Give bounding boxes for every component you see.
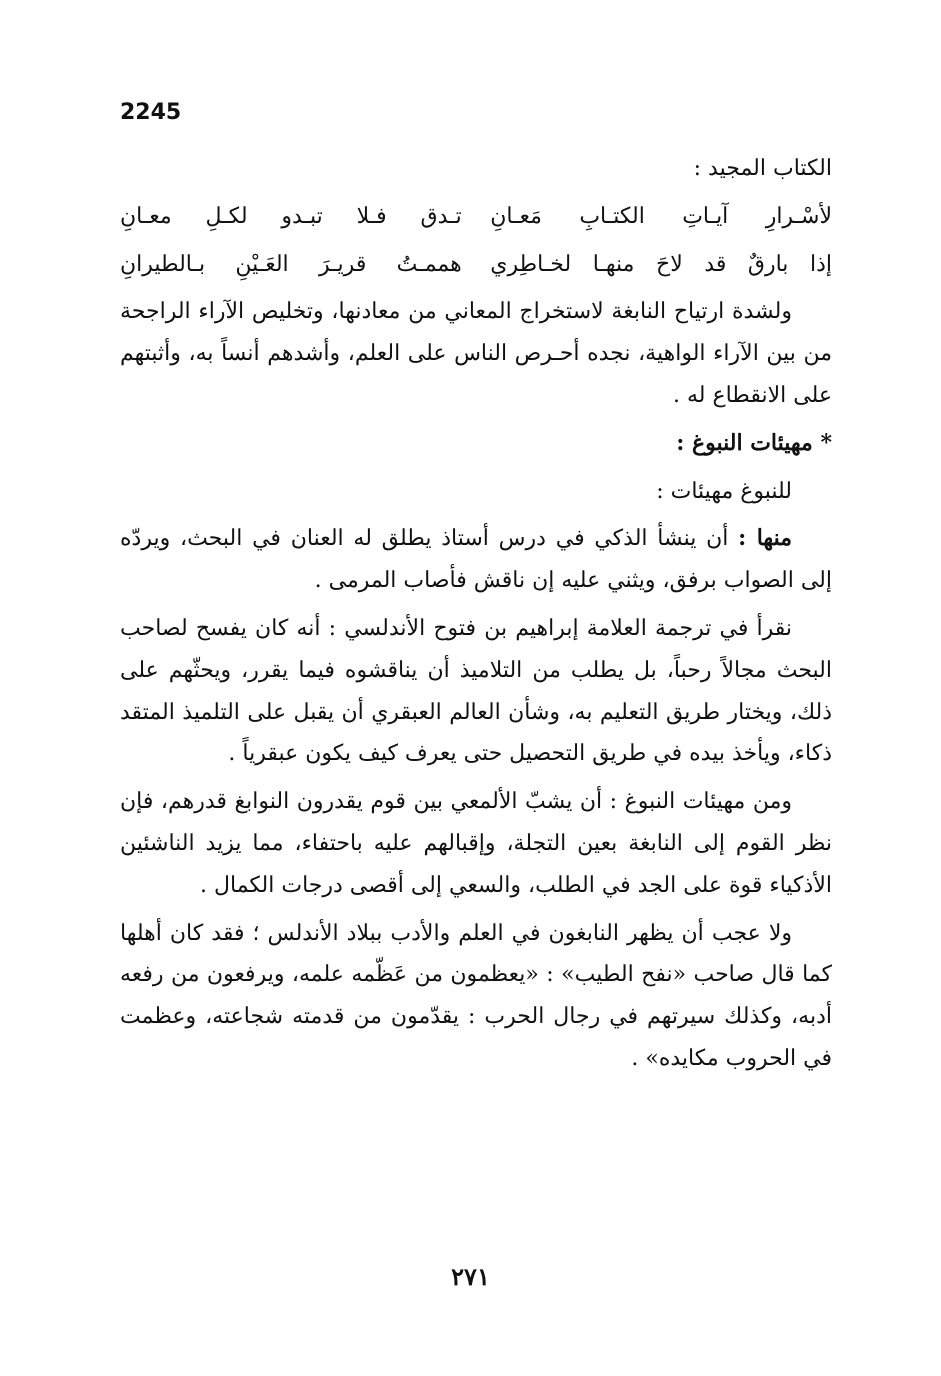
verse-2-second-hemistich: هممـتُ قريـرَ العَـيْنِ بـالطيرانِ [120,251,462,277]
paragraph-6: ولا عجب أن يظهر النابغون في العلم والأدب ببلاد الأندلس ؛ فقد كان أهلها كما قال صاحب «نفح الطيب» : «يعظمون من عَظّمه علمه، ويرفعون من رفعه أدبه، وكذلك سيرتهم في رجال الحرب : يقدّمون من قدمته شجاعته، وعظمت في الحروب مكايده» . [120,920,832,1071]
paragraph-4: نقرأ في ترجمة العلامة إبراهيم بن فتوح الأندلسي : أنه كان يفسح لصاحب البحث مجالاً رحباً، بل يطلب من التلاميذ أن يناقشوه فيما يقرر، ويحثّهم على ذلك، ويختار طريق التعليم به، وشأن العالم العبقري أن يقبل على التلميذ المتقد ذكاء، ويأخذ بيده في طريق التحصيل حتى يعرف كيف يكون عبقرياً . [120,615,832,767]
verse-1-first-hemistich: لأسْـرارِ آيـاتِ الكتـابِ مَعـانِ [490,203,832,229]
verse-1-second-hemistich: تـدق فـلا تبـدو لكـلِ معـانِ [120,203,462,229]
paragraph-3-label: منها : [738,525,792,552]
paragraph-3-text: أن ينشأ الذكي في درس أستاذ يطلق له العنان في البحث، ويردّه إلى الصواب برفق، ويثني عليه إن ناقش فأصاب المرمى . [120,526,832,594]
paragraph-1: ولشدة ارتياح النابغة لاستخراج المعاني من معادنها، وتخليص الآراء الراجحة من بين الآراء الواهية، نجده أحـرص الناس على العلم، وأشدهم أنساً به، وأثبتهم على الانقطاع له . [120,299,832,408]
paragraph-5: ومن مهيئات النبوغ : أن يشبّ الألمعي بين قوم يقدرون النوابغ قدرهم، فإن نظر القوم إلى النابغة بعين التجلة، وإقبالهم عليه باحتفاء، مما يزيد الناشئين الأذكياء قوة على الجد في الطلب، والسعي إلى أقصى درجات الكمال . [120,789,832,898]
header-page-id: 2245 [120,100,182,125]
page-body [120,148,832,1086]
paragraph-2: للنبوغ مهيئات : [656,478,792,504]
verse-row-2 [120,244,832,286]
paragraph-3 [120,518,832,602]
page-number: ٢٧١ [451,1262,490,1291]
intro-line: الكتاب المجيد : [693,156,832,181]
verse-row-1 [120,196,832,238]
section-heading: * مهيئات النبوغ : [676,429,832,456]
verse-2-first-hemistich: إذا بارقٌ قد لاحَ منهـا لخـاطِري [490,251,832,277]
